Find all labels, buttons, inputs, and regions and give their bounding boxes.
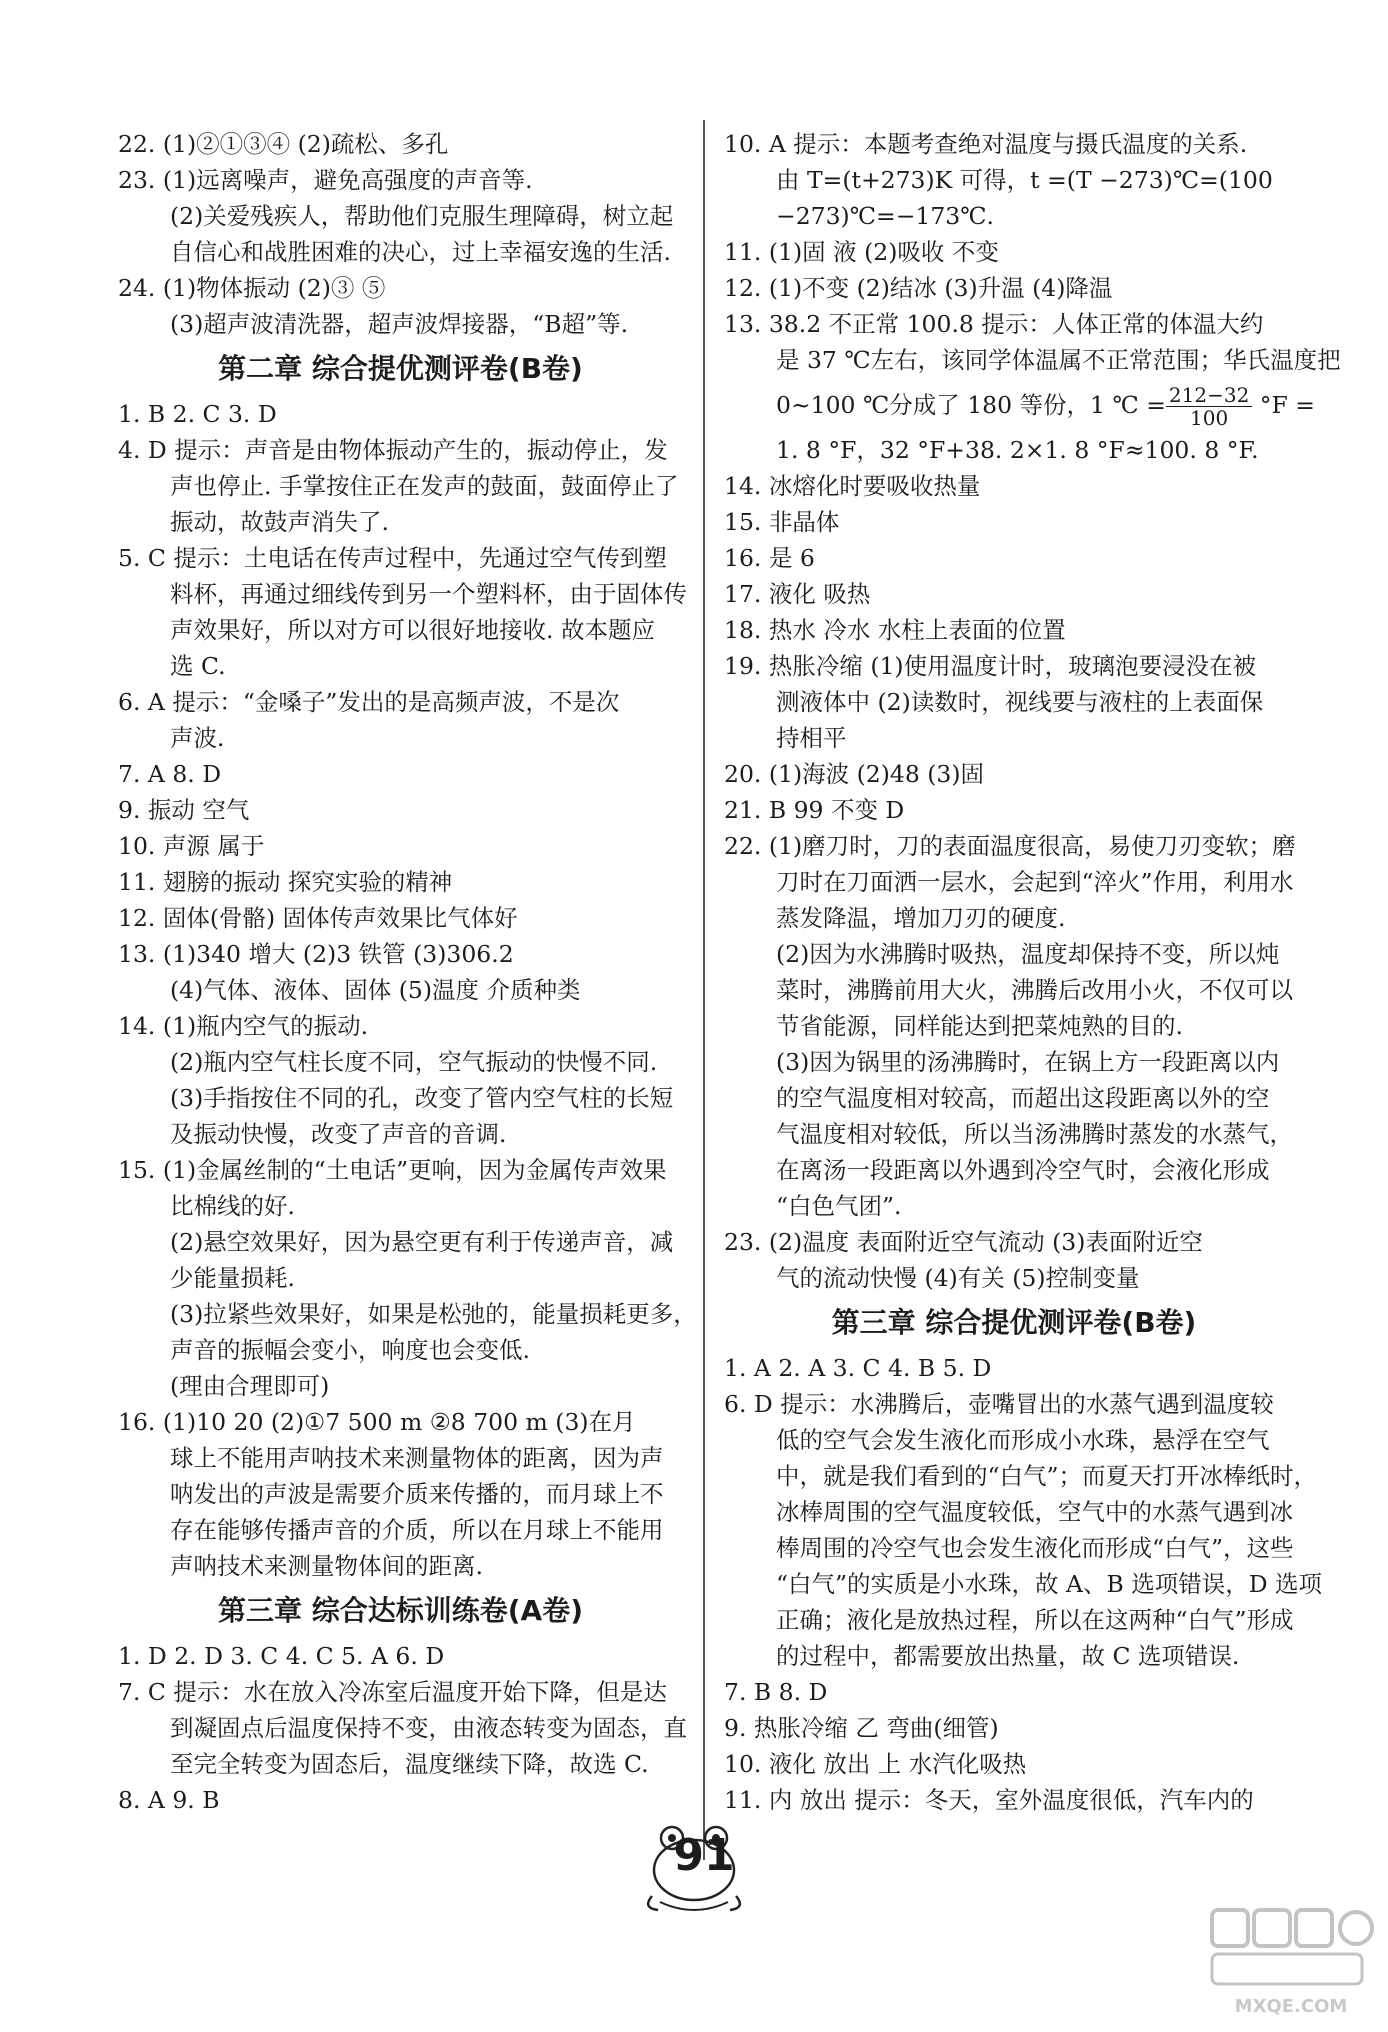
line-text: 至完全转变为固态后，温度继续下降，故选 C. (170, 1750, 649, 1778)
answer-line (118, 864, 683, 900)
answer-continuation-line (118, 1224, 683, 1260)
answer-continuation-line (724, 1260, 1304, 1296)
line-text: 18. 热水 冷水 水柱上表面的位置 (724, 616, 1066, 644)
line-text: 气的流动快慢 (4)有关 (5)控制变量 (776, 1264, 1140, 1292)
answer-continuation-line (724, 720, 1304, 756)
answer-continuation-line (724, 1422, 1304, 1458)
answer-continuation-line (118, 972, 683, 1008)
answer-line (724, 504, 1304, 540)
line-text: 12. 固体(骨骼) 固体传声效果比气体好 (118, 904, 518, 932)
line-text: 0~100 ℃分成了 180 等份，1 ℃ = (776, 391, 1166, 419)
answer-continuation-line (724, 684, 1304, 720)
answer-continuation-line (118, 648, 683, 684)
right-column (724, 126, 1341, 1818)
answer-continuation-line (118, 1440, 683, 1476)
line-text: 的空气温度相对较高，而超出这段距离以外的空 (776, 1084, 1270, 1112)
line-text: 振动，故鼓声消失了. (170, 508, 389, 536)
line-text: 声也停止. 手掌按住正在发声的鼓面，鼓面停止了 (170, 472, 679, 500)
answer-continuation-line (724, 1080, 1304, 1116)
answer-line (118, 1008, 683, 1044)
line-text: 第三章 综合提优测评卷(B卷) (831, 1306, 1197, 1339)
answer-continuation-line (724, 1602, 1304, 1638)
page-number: 91 (673, 1830, 735, 1881)
answer-line (724, 612, 1304, 648)
line-text: 22. (1)②①③④ (2)疏松、多孔 (118, 130, 449, 158)
line-text: 4. D 提示：声音是由物体振动产生的，振动停止，发 (118, 436, 668, 464)
line-text: 13. 38.2 不正常 100.8 提示：人体正常的体温大约 (724, 310, 1264, 338)
answer-continuation-line (118, 1512, 683, 1548)
answer-line (118, 828, 683, 864)
line-text: 10. 声源 属于 (118, 832, 265, 860)
line-text: 16. (1)10 20 (2)①7 500 m ②8 700 m (3)在月 (118, 1408, 636, 1436)
answer-continuation-line (118, 198, 683, 234)
line-text: 及振动快慢，改变了声音的音调. (170, 1120, 507, 1148)
line-text: 5. C 提示：土电话在传声过程中，先通过空气传到塑 (118, 544, 667, 572)
answer-line (118, 1638, 683, 1674)
line-text: 呐发出的声波是需要介质来传播的，而月球上不 (170, 1480, 664, 1508)
line-text: 菜时，沸腾前用大火，沸腾后改用小火，不仅可以 (776, 976, 1293, 1004)
left-column (118, 126, 697, 1818)
line-text: 1. D 2. D 3. C 4. C 5. A 6. D (118, 1642, 445, 1670)
line-text: 6. D 提示：水沸腾后，壶嘴冒出的水蒸气遇到温度较 (724, 1390, 1274, 1418)
answer-continuation-line (724, 1638, 1304, 1674)
line-text: 14. (1)瓶内空气的振动. (118, 1012, 369, 1040)
answer-continuation-line (118, 306, 683, 342)
line-text: 低的空气会发生液化而形成小水珠，悬浮在空气 (776, 1426, 1270, 1454)
line-text: (2)悬空效果好，因为悬空更有利于传递声音，减 (170, 1228, 674, 1256)
line-text: 正确；液化是放热过程，所以在这两种“白气”形成 (776, 1606, 1294, 1634)
line-text: 7. C 提示：水在放入冷冻室后温度开始下降，但是达 (118, 1678, 667, 1706)
answer-continuation-line (724, 864, 1304, 900)
answer-continuation-line (724, 1566, 1323, 1602)
answer-line (724, 792, 1304, 828)
line-text: 24. (1)物体振动 (2)③ ⑤ (118, 274, 386, 302)
line-text: (2)因为水沸腾时吸热，温度却保持不变，所以炖 (776, 940, 1280, 968)
answer-line (118, 540, 683, 576)
answer-continuation-line (724, 1458, 1318, 1494)
line-text: (理由合理即可) (170, 1372, 330, 1400)
answer-line (724, 306, 1304, 342)
line-text: (3)手指按住不同的孔，改变了管内空气柱的长短 (170, 1084, 674, 1112)
section-heading (118, 1584, 683, 1638)
line-text: 棒周围的冷空气也会发生液化而形成“白气”，这些 (776, 1534, 1294, 1562)
line-text: 少能量损耗. (170, 1264, 295, 1292)
answer-line (724, 648, 1304, 684)
line-text: 到凝固点后温度保持不变，由液态转变为固态，直 (170, 1714, 687, 1742)
line-text: 由 T=(t+273)K 可得，t =(T −273)℃=(100 (776, 166, 1273, 194)
line-text: 15. (1)金属丝制的“土电话”更响，因为金属传声效果 (118, 1156, 667, 1184)
answer-continuation-line (118, 1332, 683, 1368)
answer-line (724, 828, 1304, 864)
line-text: 10. A 提示：本题考查绝对温度与摄氏温度的关系. (724, 130, 1248, 158)
answer-line (724, 1350, 1304, 1386)
answer-line (724, 1746, 1304, 1782)
answer-line (724, 126, 1304, 162)
answer-continuation-line (118, 504, 683, 540)
answer-continuation-line (724, 1116, 1304, 1152)
fraction-numerator: 212−32 (1166, 384, 1252, 407)
line-text: 9. 热胀冷缩 乙 弯曲(细管) (724, 1714, 999, 1742)
answer-continuation-line (118, 1368, 683, 1404)
line-text: (3)因为锅里的汤沸腾时，在锅上方一段距离以内 (776, 1048, 1280, 1076)
line-text: 持相平 (776, 724, 847, 752)
line-text: 20. (1)海波 (2)48 (3)固 (724, 760, 985, 788)
answer-line (118, 162, 683, 198)
line-text: 11. 内 放出 提示：冬天，室外温度很低，汽车内的 (724, 1786, 1254, 1814)
line-text-after: °F = (1252, 391, 1315, 419)
answer-continuation-line (724, 378, 1315, 432)
answer-line (724, 1224, 1304, 1260)
line-text: 比棉线的好. (170, 1192, 295, 1220)
answer-continuation-line (118, 1044, 683, 1080)
watermark-stamp-icon (1206, 1900, 1376, 1996)
answer-line (118, 792, 683, 828)
answer-line (118, 684, 683, 720)
line-text: 7. A 8. D (118, 760, 222, 788)
line-text: 13. (1)340 增大 (2)3 铁管 (3)306.2 (118, 940, 514, 968)
answer-continuation-line (724, 1152, 1304, 1188)
line-text: 声效果好，所以对方可以很好地接收. 故本题应 (170, 616, 655, 644)
answer-continuation-line (118, 1080, 683, 1116)
line-text: 蒸发降温，增加刀刃的硬度. (776, 904, 1066, 932)
answer-continuation-line (118, 720, 683, 756)
answer-continuation-line (724, 432, 1304, 468)
answer-line (118, 126, 683, 162)
answer-continuation-line (724, 972, 1304, 1008)
line-text: 气温度相对较低，所以当汤沸腾时蒸发的水蒸气， (776, 1120, 1293, 1148)
line-text: 声音的振幅会变小，响度也会变低. (170, 1336, 530, 1364)
line-text: 21. B 99 不变 D (724, 796, 905, 824)
section-heading (118, 342, 683, 396)
answer-line (724, 1710, 1304, 1746)
answer-continuation-line (724, 936, 1304, 972)
fraction (1166, 384, 1252, 429)
line-text: “白气”的实质是小水珠，故 A、B 选项错误，D 选项 (776, 1570, 1323, 1598)
page-footer (0, 1810, 1388, 1920)
answer-line (118, 756, 683, 792)
answer-line (724, 1386, 1304, 1422)
watermark-logo (1206, 1900, 1376, 2020)
answer-continuation-line (118, 1260, 683, 1296)
line-text: 冰棒周围的空气温度较低，空气中的水蒸气遇到冰 (776, 1498, 1293, 1526)
line-text: 声呐技术来测量物体间的距离. (170, 1552, 483, 1580)
answer-line (118, 1152, 683, 1188)
line-text: 中，就是我们看到的“白气”；而夏天打开冰棒纸时， (776, 1462, 1318, 1490)
line-text: 11. 翅膀的振动 探究实验的精神 (118, 868, 453, 896)
answer-line (724, 234, 1304, 270)
answer-continuation-line (724, 198, 1304, 234)
fraction-denominator: 100 (1190, 406, 1229, 430)
answer-continuation-line (724, 1530, 1304, 1566)
line-text: 是 37 ℃左右，该同学体温属不正常范围；华氏温度把 (776, 346, 1341, 374)
answer-continuation-line (724, 342, 1341, 378)
answer-continuation-line (724, 1494, 1304, 1530)
line-text: 料杯，再通过细线传到另一个塑料杯，由于固体传 (170, 580, 687, 608)
line-text: 选 C. (170, 652, 226, 680)
line-text: 测液体中 (2)读数时，视线要与液柱的上表面保 (776, 688, 1264, 716)
answer-continuation-line (724, 162, 1304, 198)
answer-line (724, 270, 1304, 306)
line-text: 16. 是 6 (724, 544, 815, 572)
line-text: 第三章 综合达标训练卷(A卷) (217, 1594, 583, 1627)
column-divider (703, 120, 705, 1860)
line-text: 节省能源，同样能达到把菜炖熟的目的. (776, 1012, 1183, 1040)
answer-line (724, 468, 1304, 504)
line-text: 8. A 9. B (118, 1786, 220, 1814)
answer-line (118, 900, 683, 936)
line-text: 23. (2)温度 表面附近空气流动 (3)表面附近空 (724, 1228, 1203, 1256)
line-text: 23. (1)远离噪声，避免高强度的声音等. (118, 166, 533, 194)
line-text: (4)气体、液体、固体 (5)温度 介质种类 (170, 976, 581, 1004)
line-text: 1. B 2. C 3. D (118, 400, 277, 428)
line-text: 1. A 2. A 3. C 4. B 5. D (724, 1354, 992, 1382)
answer-continuation-line (118, 1116, 683, 1152)
answer-continuation-line (118, 612, 683, 648)
watermark-text: MXQE.COM (1234, 1996, 1348, 2017)
answer-line (724, 756, 1304, 792)
line-text: 19. 热胀冷缩 (1)使用温度计时，玻璃泡要浸没在被 (724, 652, 1257, 680)
line-text: (2)关爱残疾人，帮助他们克服生理障碍，树立起 (170, 202, 674, 230)
line-text: 12. (1)不变 (2)结冰 (3)升温 (4)降温 (724, 274, 1113, 302)
answer-continuation-line (118, 1746, 683, 1782)
line-text: 1. 8 °F，32 °F+38. 2×1. 8 °F≈100. 8 °F. (776, 436, 1259, 464)
answer-line (118, 1404, 683, 1440)
answer-line (724, 576, 1304, 612)
answer-continuation-line (724, 1008, 1304, 1044)
line-text: 存在能够传播声音的介质，所以在月球上不能用 (170, 1516, 664, 1544)
answer-continuation-line (118, 1476, 683, 1512)
line-text: 9. 振动 空气 (118, 796, 250, 824)
answer-continuation-line (118, 1296, 697, 1332)
line-text: 在离汤一段距离以外遇到冷空气时，会液化形成 (776, 1156, 1270, 1184)
section-heading (724, 1296, 1304, 1350)
answer-line (118, 432, 683, 468)
answer-line (118, 396, 683, 432)
line-text: 7. B 8. D (724, 1678, 828, 1706)
answer-continuation-line (724, 1044, 1304, 1080)
line-text: 自信心和战胜困难的决心，过上幸福安逸的生活. (170, 238, 671, 266)
line-text: 14. 冰熔化时要吸收热量 (724, 472, 981, 500)
answer-continuation-line (724, 900, 1304, 936)
answer-line (724, 1674, 1304, 1710)
answer-continuation-line (118, 1188, 683, 1224)
line-text: 球上不能用声呐技术来测量物体的距离，因为声 (170, 1444, 664, 1472)
answer-continuation-line (118, 1710, 687, 1746)
line-text: 10. 液化 放出 上 水汽化吸热 (724, 1750, 1027, 1778)
answer-line (118, 936, 683, 972)
line-text: (2)瓶内空气柱长度不同，空气振动的快慢不同. (170, 1048, 658, 1076)
line-text: 声波. (170, 724, 225, 752)
line-text: (3)超声波清洗器，超声波焊接器，“B超”等. (170, 310, 629, 338)
line-text: “白色气团”. (776, 1192, 902, 1220)
answer-continuation-line (118, 576, 687, 612)
line-text: 6. A 提示：“金嗓子”发出的是高频声波，不是次 (118, 688, 620, 716)
line-text: −273)℃=−173℃. (776, 202, 994, 230)
line-text: 的过程中，都需要放出热量，故 C 选项错误. (776, 1642, 1240, 1670)
answer-continuation-line (118, 1548, 683, 1584)
line-text: 11. (1)固 液 (2)吸收 不变 (724, 238, 999, 266)
line-text: (3)拉紧些效果好，如果是松弛的，能量损耗更多， (170, 1300, 697, 1328)
line-text: 第二章 综合提优测评卷(B卷) (218, 352, 583, 385)
answer-line (724, 540, 1304, 576)
answer-line (118, 1674, 683, 1710)
answer-continuation-line (118, 234, 683, 270)
line-text: 22. (1)磨刀时，刀的表面温度很高，易使刀刃变软；磨 (724, 832, 1296, 860)
line-text: 刀时在刀面洒一层水，会起到“淬火”作用，利用水 (776, 868, 1294, 896)
answer-continuation-line (724, 1188, 1304, 1224)
answer-line (118, 270, 683, 306)
line-text: 15. 非晶体 (724, 508, 840, 536)
answer-continuation-line (118, 468, 683, 504)
line-text: 17. 液化 吸热 (724, 580, 871, 608)
